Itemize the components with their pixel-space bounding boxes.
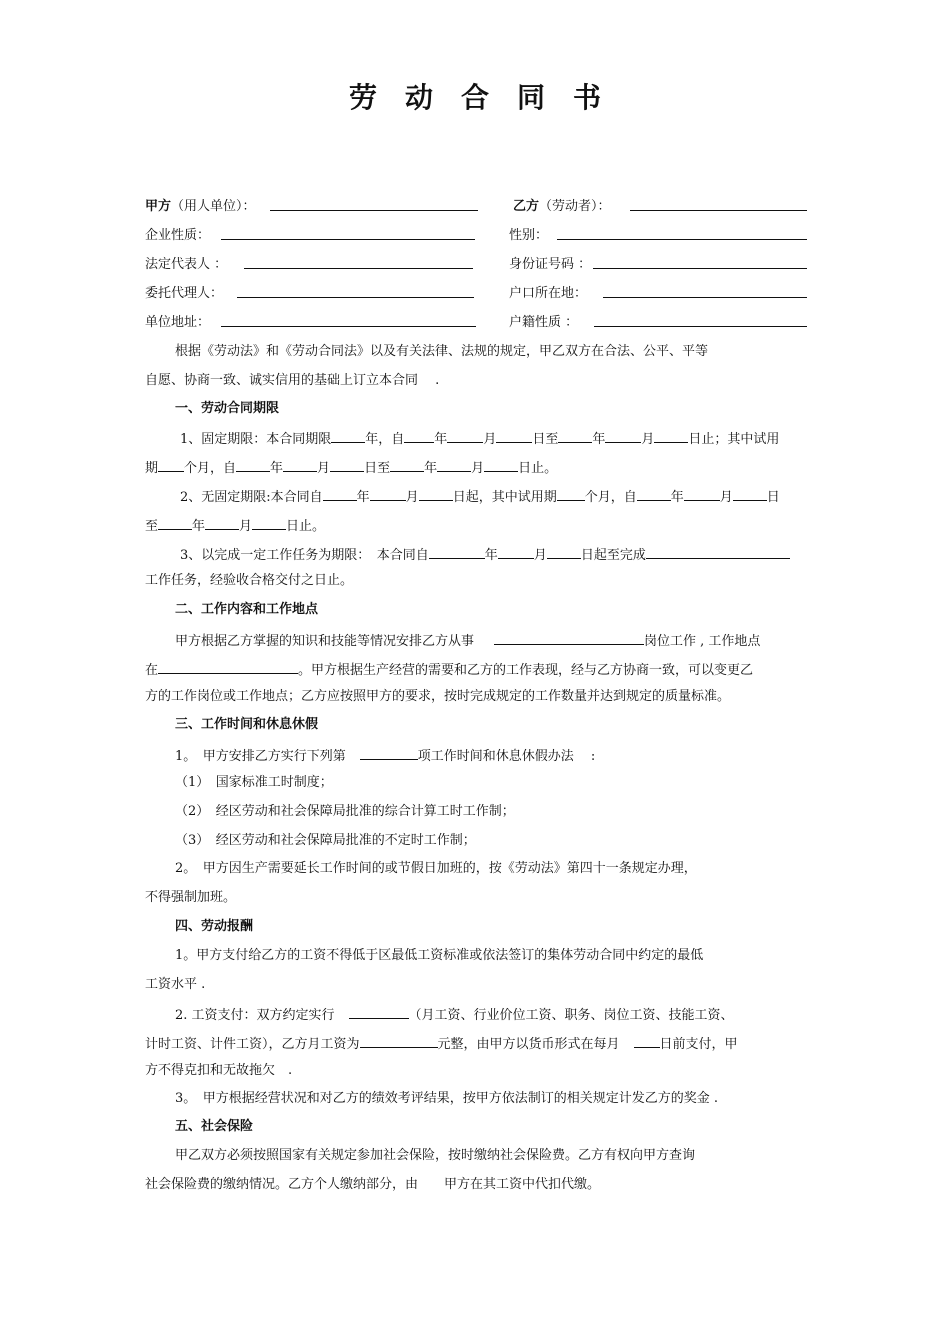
intro-line-2: 自愿、协商一致、诚实信用的基础上订立本合同 . [145, 373, 440, 388]
party-a-row [145, 198, 256, 216]
text: 月 [533, 548, 547, 563]
blank[interactable] [429, 544, 485, 559]
blank[interactable] [654, 428, 688, 443]
section-3-heading: 三、工作时间和休息休假 [175, 717, 319, 732]
section-4-item-1-cont: 工资水平 . [145, 977, 206, 992]
party-b-row [513, 198, 611, 216]
section-1-item-2 [180, 486, 780, 507]
text: 年 [424, 461, 438, 476]
enterprise-nature-label: 企业性质： [145, 228, 211, 243]
intro-line-1: 根据《劳动法》和《劳动合同法》以及有关法律、法规的规定，甲乙双方在合法、公平、平等 [175, 344, 709, 359]
blank[interactable] [158, 515, 192, 530]
section-5-line-2: 社会保险费的缴纳情况。乙方个人缴纳部分，由 甲方在其工资中代扣代缴。 [145, 1177, 601, 1192]
party-b-note: （劳动者）： [539, 199, 611, 214]
job-position-blank[interactable] [494, 630, 644, 645]
text: 月 [641, 432, 655, 447]
text: 1、固定期限：本合同期限 [180, 432, 332, 447]
section-3-option-3: （3） 经区劳动和社会保障局批准的不定时工作制； [175, 833, 476, 848]
blank[interactable] [733, 486, 767, 501]
party-a-blank[interactable] [270, 209, 478, 211]
text: 2、无固定期限:本合同自 [180, 490, 323, 505]
agent-label: 委托代理人： [145, 286, 224, 301]
household-type-label: 户籍性质 ： [509, 315, 579, 330]
wage-type-blank[interactable] [349, 1004, 409, 1019]
enterprise-nature-blank[interactable] [221, 238, 475, 240]
blank[interactable] [605, 428, 641, 443]
schedule-option-blank[interactable] [360, 745, 418, 760]
blank[interactable] [252, 515, 286, 530]
party-b-blank[interactable] [630, 209, 807, 211]
text: 日 [766, 490, 780, 505]
text: 日起至完成 [580, 548, 646, 563]
text: 计时工资、计件工资），乙方月工资为 [145, 1037, 360, 1052]
text: 月 [471, 461, 485, 476]
party-a-label: 甲方 [145, 199, 172, 214]
text: 在 [145, 663, 159, 678]
monthly-wage-blank[interactable] [360, 1033, 438, 1048]
text: 岗位工作 , 工作地点 [644, 634, 761, 649]
text: （月工资、行业价位工资、职务、岗位工资、技能工资、 [408, 1008, 734, 1023]
blank[interactable] [236, 457, 270, 472]
text: 月 [317, 461, 331, 476]
text: 2. 工资支付：双方约定实行 [175, 1008, 335, 1023]
blank[interactable] [158, 457, 184, 472]
text: 年 [434, 432, 448, 447]
text: 年 [270, 461, 284, 476]
document-title: 劳动合同书 [348, 81, 629, 114]
text: 甲方根据乙方掌握的知识和技能等情况安排乙方从事 [175, 634, 475, 649]
legal-rep-blank[interactable] [244, 267, 473, 269]
text: 月 [719, 490, 733, 505]
text: 年 [592, 432, 606, 447]
section-3-item-2: 2。 甲方因生产需要延长工作时间的或节假日加班的，按《劳动法》第四十一条规定办理， [175, 861, 697, 876]
text: 元整，由甲方以货币形式在每月 [437, 1037, 620, 1052]
blank[interactable] [323, 486, 357, 501]
text: 日起，其中试用期 [452, 490, 557, 505]
blank[interactable] [558, 428, 592, 443]
blank[interactable] [498, 544, 534, 559]
text: 个月，自 [584, 490, 637, 505]
text: 至 [145, 519, 159, 534]
blank[interactable] [447, 428, 483, 443]
section-1-item-3-cont: 工作任务，经验收合格交付之日止。 [145, 573, 354, 588]
household-location-blank[interactable] [603, 296, 807, 298]
section-3-option-2: （2） 经区劳动和社会保障局批准的综合计算工时工作制； [175, 804, 515, 819]
section-5-line-1: 甲乙双方必须按照国家有关规定参加社会保险，按时缴纳社会保险费。乙方有权向甲方查询 [175, 1148, 696, 1163]
section-2-heading: 二、工作内容和工作地点 [175, 602, 319, 617]
unit-address-blank[interactable] [221, 325, 476, 327]
blank[interactable] [419, 486, 453, 501]
section-1-item-3 [180, 544, 790, 565]
id-number-blank[interactable] [593, 267, 807, 269]
section-3-item-2-cont: 不得强制加班。 [145, 890, 237, 905]
household-location-label: 户口所在地： [509, 286, 588, 301]
blank[interactable] [370, 486, 406, 501]
section-4-item-1: 1。甲方支付给乙方的工资不得低于区最低工资标准或依法签订的集体劳动合同中约定的最低 [175, 948, 704, 963]
id-number-label: 身份证号码 ： [509, 257, 592, 272]
text: 年 [484, 548, 498, 563]
section-1-item-1-cont [145, 457, 557, 478]
gender-label: 性别： [509, 228, 549, 243]
unit-address-label: 单位地址： [145, 315, 211, 330]
party-a-note: （用人单位）： [171, 199, 256, 214]
blank[interactable] [330, 457, 364, 472]
section-4-heading: 四、劳动报酬 [175, 919, 254, 934]
text: 日止。 [286, 519, 326, 534]
text: 日前支付，甲 [659, 1037, 738, 1052]
text: 年 [192, 519, 206, 534]
section-4-item-3: 3。 甲方根据经营状况和对乙方的绩效考评结果，按甲方依法制订的相关规定计发乙方的奖金 . [175, 1091, 719, 1106]
blank[interactable] [331, 428, 365, 443]
blank[interactable] [484, 457, 518, 472]
section-5-heading: 五、社会保险 [175, 1119, 254, 1134]
blank[interactable] [637, 486, 671, 501]
text: 月 [239, 519, 253, 534]
party-b-label: 乙方 [513, 199, 540, 214]
section-4-item-2 [175, 1004, 734, 1025]
agent-blank[interactable] [237, 296, 474, 298]
text: 日至 [532, 432, 559, 447]
blank[interactable] [205, 515, 239, 530]
work-location-blank[interactable] [158, 659, 298, 674]
blank[interactable] [496, 428, 532, 443]
text: 个月，自 [184, 461, 237, 476]
gender-blank[interactable] [557, 238, 807, 240]
blank[interactable] [283, 457, 317, 472]
text: 月 [405, 490, 419, 505]
text: 日至 [364, 461, 391, 476]
blank[interactable] [404, 428, 434, 443]
text: 期 [145, 461, 159, 476]
legal-rep-label: 法定代表人 ： [145, 257, 228, 272]
section-3-item-1 [175, 745, 595, 766]
section-4-item-2-cont [145, 1033, 738, 1054]
section-2-line-3: 方的工作岗位或工作地点；乙方应按照甲方的要求，按时完成规定的工作数量并达到规定的质量标准。 [145, 689, 731, 704]
section-4-item-2-end: 方不得克扣和无故拖欠 . [145, 1063, 293, 1078]
blank[interactable] [684, 486, 720, 501]
text: 日止。 [518, 461, 558, 476]
text: 年，自 [365, 432, 405, 447]
blank[interactable] [557, 486, 585, 501]
blank[interactable] [437, 457, 471, 472]
section-1-item-1 [180, 428, 779, 449]
text: 年 [670, 490, 684, 505]
section-2-line-2 [145, 659, 753, 680]
text: 1。 甲方安排乙方实行下列第 [175, 749, 346, 764]
pay-day-blank[interactable] [634, 1033, 660, 1048]
text: 月 [483, 432, 497, 447]
section-2-line-1 [175, 630, 760, 651]
text: 日止；其中试用 [688, 432, 780, 447]
text: 项工作时间和休息休假办法 : [417, 749, 596, 764]
blank[interactable] [390, 457, 424, 472]
section-1-heading: 一、劳动合同期限 [175, 401, 280, 416]
blank[interactable] [646, 544, 790, 559]
household-type-blank[interactable] [594, 325, 807, 327]
text: 。甲方根据生产经营的需要和乙方的工作表现，经与乙方协商一致，可以变更乙 [298, 663, 754, 678]
text: 年 [356, 490, 370, 505]
text: 3、以完成一定工作任务为期限： 本合同自 [180, 548, 429, 563]
section-1-item-2-cont [145, 515, 325, 536]
blank[interactable] [547, 544, 581, 559]
section-3-option-1: （1） 国家标准工时制度； [175, 775, 333, 790]
